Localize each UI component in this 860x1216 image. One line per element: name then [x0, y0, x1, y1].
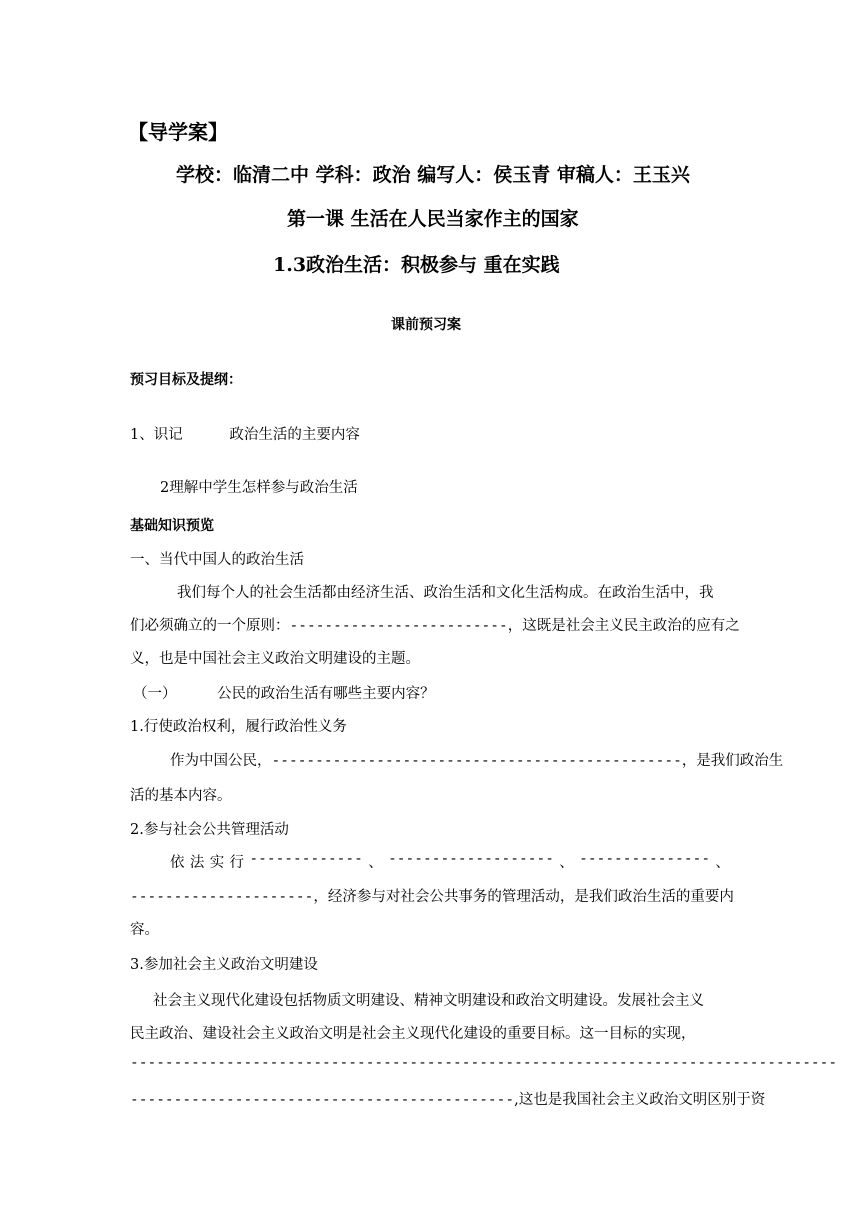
item-1-text-a: 作为中国公民，	[170, 753, 272, 769]
lesson-title: 第一课 生活在人民当家作主的国家	[287, 208, 579, 230]
part-1-title: 一、当代中国人的政治生活	[130, 552, 304, 568]
item-3-line-4	[130, 1088, 765, 1109]
goal-1-label: 1、识记	[130, 427, 183, 443]
item-2-line-3: 容。	[130, 922, 159, 938]
para-1-text-b: ，这既是社会主义民主政治的应有之	[507, 618, 740, 634]
item-2-sep-1: 、	[368, 855, 383, 871]
school-info-line: 学校：临清二中 学科：政治 编写人：侯玉青 审稿人：王玉兴	[176, 164, 690, 186]
fill-blank-6: ---------------------	[130, 889, 314, 905]
item-2-line-2	[130, 885, 734, 906]
item-2-word-2: 法	[189, 855, 205, 871]
fill-blank-5: ---------------	[579, 851, 711, 867]
item-3-line-1: 社会主义现代化建设包括物质文明建设、精神文明建设和政治文明建设。发展社会主义	[153, 993, 704, 1009]
goals-heading: 预习目标及提纲：	[130, 372, 242, 388]
item-3-title: 3.参加社会主义政治文明建设	[130, 957, 318, 973]
para-1-text-a: 们必须确立的一个原则：	[130, 618, 290, 634]
basics-heading: 基础知识预览	[130, 518, 214, 534]
item-2-title: 2.参与社会公共管理活动	[130, 822, 289, 838]
item-2-word-1: 依	[170, 855, 185, 871]
item-3-line-2: 民主政治、建设社会主义政治文明是社会主义现代化建设的重要目标。这一目标的实现，	[130, 1026, 696, 1042]
para-1-line-1: 我们每个人的社会生活都由经济生活、政治生活和文化生活构成。在政治生活中，我	[177, 585, 714, 601]
item-2-word-4: 行	[229, 855, 245, 871]
fill-blank-2: -----------------------------------------------	[271, 753, 682, 769]
item-1-text-b: ，是我们政治生	[681, 753, 784, 769]
preview-title: 课前预习案	[391, 317, 461, 333]
goal-1	[130, 423, 360, 444]
fill-blank-8: --------------------------------------------	[130, 1092, 515, 1108]
item-1-line-2: 活的基本内容。	[130, 788, 232, 804]
fill-blank-1: -------------------------	[289, 618, 508, 634]
goal-2: 2理解中学生怎样参与政治生活	[160, 480, 358, 496]
item-1-line-1	[170, 749, 783, 770]
para-1-line-2	[130, 614, 740, 635]
fill-blank-7: ---------------------------------------------------------------------------------	[130, 1055, 838, 1071]
para-1-line-3: 义，也是中国社会主义政治文明建设的主题。	[130, 651, 420, 667]
item-2-sep-2: 、	[559, 855, 574, 871]
section-title: 1.3政治生活：积极参与 重在实践	[273, 254, 560, 276]
doc-type-heading: 【导学案】	[128, 120, 228, 144]
item-2-text-b: ，经济参与对社会公共事务的管理活动，是我们政治生活的重要内	[313, 889, 734, 905]
goal-1-text: 政治生活的主要内容	[229, 427, 360, 443]
question-1-label: （一）	[133, 686, 177, 702]
fill-blank-4: -------------------	[388, 851, 554, 867]
item-2-word-3: 实	[209, 855, 225, 871]
item-2-sep-3: 、	[715, 855, 730, 871]
item-1-title: 1.行使政治权利，履行政治性义务	[130, 719, 347, 735]
question-1-text: 公民的政治生活有哪些主要内容？	[217, 686, 435, 702]
fill-blank-3: -------------	[249, 851, 363, 867]
item-3-text-b: ,这也是我国社会主义政治文明区别于资	[514, 1092, 766, 1108]
item-2-line-1	[170, 851, 730, 872]
question-1	[133, 682, 435, 703]
